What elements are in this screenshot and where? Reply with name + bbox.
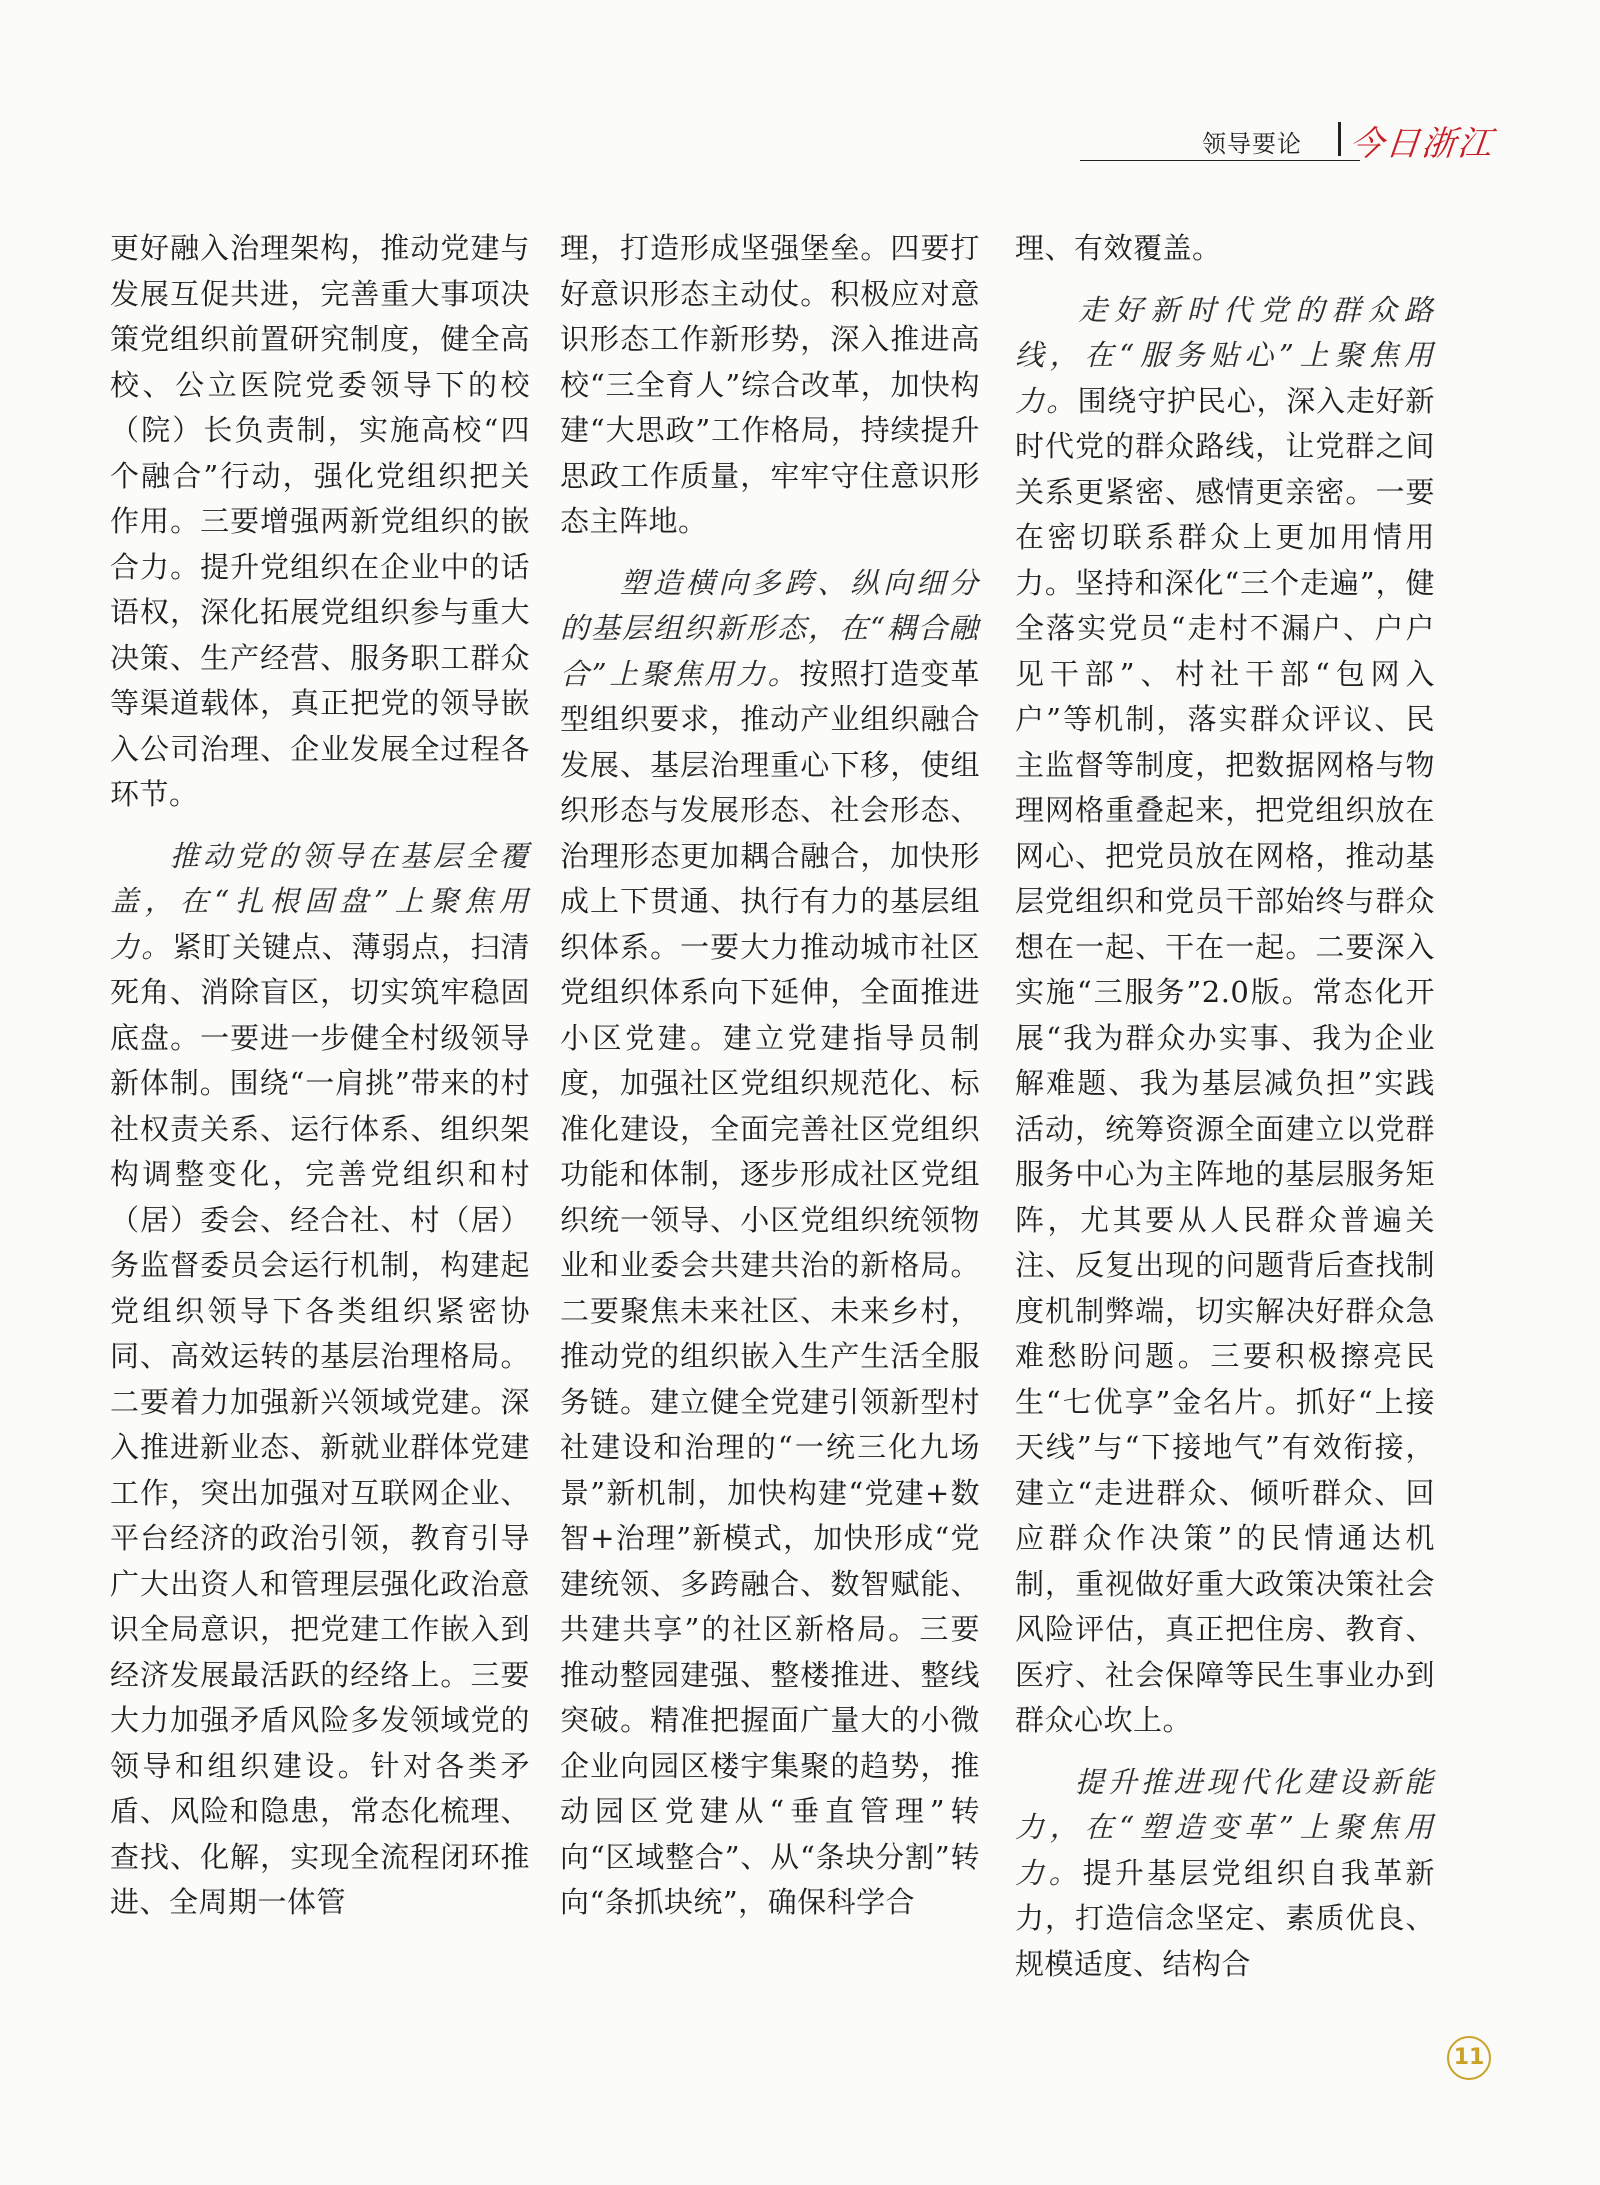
paragraph-lead: 推动党的领导在基层全覆盖，在“扎根固盘”上聚焦用力。 [110, 838, 530, 964]
paragraph-lead: 提升推进现代化建设新能力，在“塑造变革”上聚焦用力。 [1015, 1764, 1435, 1890]
header-rule [1080, 160, 1360, 161]
page-number: 11 [1447, 2036, 1491, 2080]
paragraph [1015, 1760, 1435, 1988]
magazine-logo: 今日浙江 [1347, 124, 1496, 164]
paragraph [110, 226, 530, 818]
header-divider [1338, 122, 1341, 156]
paragraph-body: 理，打造形成坚强堡垒。四要打好意识形态主动仗。积极应对意识形态工作新形势，深入推进高校“三全育人”综合改革，加快构建“大思政”工作格局，持续提升思政工作质量，牢牢守住意识形态主阵地。 [560, 231, 980, 538]
paragraph-body: 围绕守护民心，深入走好新时代党的群众路线，让党群之间关系更紧密、感情更亲密。一要在密切联系群众上更加用情用力。坚持和深化“三个走遍”，健全落实党员“走村不漏户、户户见干部”、村社干部“包网入户”等机制，落实群众评议、民主监督等制度，把数据网格与物理网格重叠起来，把党组织放在网心、把党员放在网格，推动基层党组织和党员干部始终与群众想在一起、干在一起。二要深入实施“三服务”2.0版。常态化开展“我为群众办实事、我为企业解难题、我为基层减负担”实践活动，统筹资源全面建立以党群服务中心为主阵地的基层服务矩阵，尤其要从人民群众普遍关注、反复出现的问题背后查找制度机制弊端，切实解决好群众急难愁盼问题。三要积极擦亮民生“七优享”金名片。抓好“上接天线”与“下接地气”有效衔接，建立“走进群众、倾听群众、回应群众作决策”的民情通达机制，重视做好重大政策决策社会风险评估，真正把住房、教育、医疗、社会保障等民生事业办到群众心坎上。 [1015, 383, 1435, 1737]
paragraph [1015, 226, 1435, 272]
page-header [1080, 120, 1496, 168]
paragraph-body: 按照打造变革型组织要求，推动产业组织融合发展、基层治理重心下移，使组织形态与发展形态、社会形态、治理形态更加耦合融合，加快形成上下贯通、执行有力的基层组织体系。一要大力推动城市社区党组织体系向下延伸，全面推进小区党建。建立党建指导员制度，加强社区党组织规范化、标准化建设，全面完善社区党组织功能和体制，逐步形成社区党组织统一领导、小区党组织统领物业和业委会共建共治的新格局。二要聚焦未来社区、未来乡村，推动党的组织嵌入生产生活全服务链。建立健全党建引领新型村社建设和治理的“一统三化九场景”新机制，加快构建“党建+数智+治理”新模式，加快形成“党建统领、多跨融合、数智赋能、共建共享”的社区新格局。三要推动整园建强、整楼推进、整线突破。精准把握面广量大的小微企业向园区楼宇集聚的趋势，推动园区党建从“垂直管理”转向“区域整合”、从“条块分割”转向“条抓块统”，确保科学合 [560, 656, 980, 1919]
paragraph-body: 紧盯关键点、薄弱点，扫清死角、消除盲区，切实筑牢稳固底盘。一要进一步健全村级领导新体制。围绕“一肩挑”带来的村社权责关系、运行体系、组织架构调整变化，完善党组织和村（居）委会、经合社、村（居）务监督委员会运行机制，构建起党组织领导下各类组织紧密协同、高效运转的基层治理格局。二要着力加强新兴领域党建。深入推进新业态、新就业群体党建工作，突出加强对互联网企业、平台经济的政治引领，教育引导广大出资人和管理层强化政治意识全局意识，把党建工作嵌入到经济发展最活跃的经络上。三要大力加强矛盾风险多发领域党的领导和组织建设。针对各类矛盾、风险和隐患，常态化梳理、查找、化解，实现全流程闭环推进、全周期一体管 [110, 929, 530, 1919]
paragraph [560, 226, 980, 545]
paragraph [560, 561, 980, 1926]
text-column-2 [560, 226, 980, 1926]
paragraph-body: 更好融入治理架构，推动党建与发展互促共进，完善重大事项决策党组织前置研究制度，健全高校、公立医院党委领导下的校（院）长负责制，实施高校“四个融合”行动，强化党组织把关作用。三要增强两新党组织的嵌合力。提升党组织在企业中的话语权，深化拓展党组织参与重大决策、生产经营、服务职工群众等渠道载体，真正把党的领导嵌入公司治理、企业发展全过程各环节。 [110, 231, 530, 811]
text-column-1 [110, 226, 530, 1926]
paragraph-lead: 塑造横向多跨、纵向细分的基层组织新形态，在“耦合融合”上聚焦用力。 [560, 565, 980, 691]
section-label: 领导要论 [1202, 130, 1302, 158]
paragraph-lead: 走好新时代党的群众路线，在“服务贴心”上聚焦用力。 [1015, 292, 1435, 418]
paragraph [110, 834, 530, 1926]
paragraph-body: 提升基层党组织自我革新力，打造信念坚定、素质优良、规模适度、结构合 [1015, 1855, 1435, 1981]
paragraph [1015, 288, 1435, 1744]
text-column-3 [1015, 226, 1435, 1987]
paragraph-body: 理、有效覆盖。 [1015, 231, 1222, 265]
